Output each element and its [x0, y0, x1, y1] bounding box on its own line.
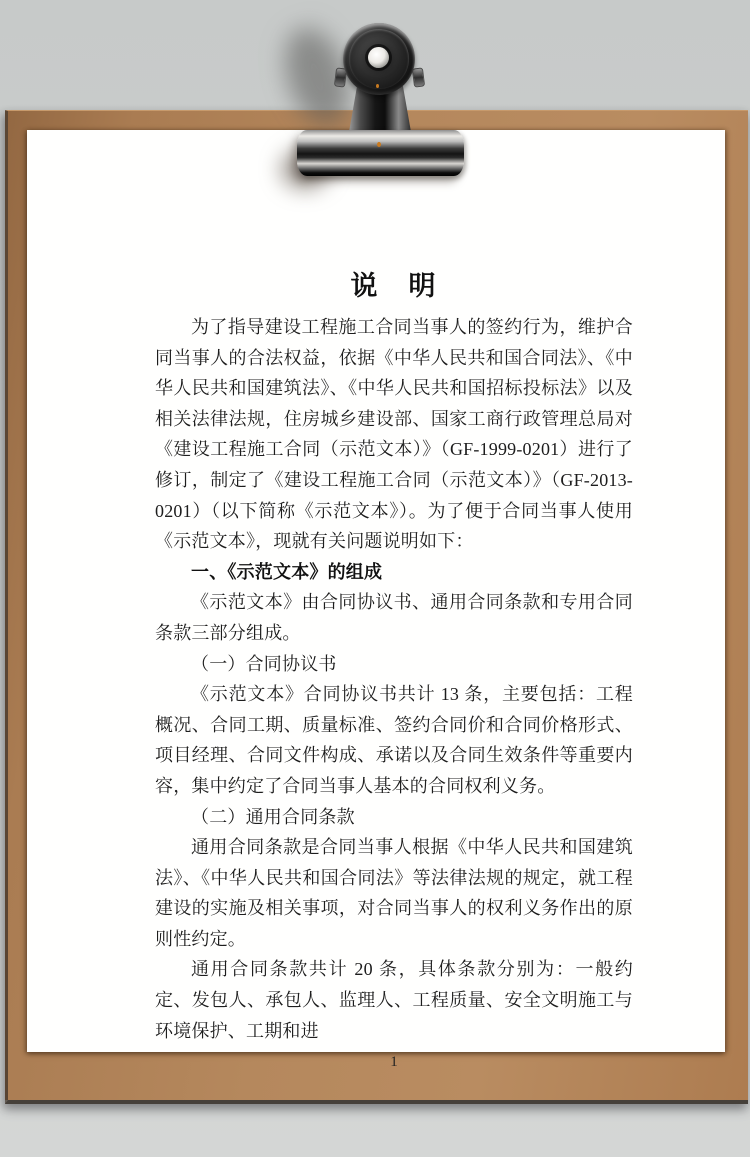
- document-paragraph: 《示范文本》由合同协议书、通用合同条款和专用合同条款三部分组成。: [155, 592, 633, 643]
- document-paragraph: （二）通用合同条款: [191, 806, 355, 827]
- document-paragraph: 为了指导建设工程施工合同当事人的签约行为，维护合同当事人的合法权益，依据《中华人民共和国合同法》、《中华人民共和国建筑法》、《中华人民共和国招标投标法》以及相关法律法规，住房城乡建设部、国家工商行政管理总局对《建设工程施工合同（示范文本）》（GF-1999-0201）进行了修订，制定了《建设工程施工合同（示范文本）》（GF-2013-0201）（以下简称《示范文本》）。为了便于合同当事人使用《示范文本》，现就有关问题说明如下：: [155, 317, 633, 552]
- document-title: 说 明: [350, 271, 438, 301]
- section-heading: 一、《示范文本》的组成: [191, 561, 383, 582]
- document-content: [27, 270, 725, 1071]
- clip-hole: [368, 47, 389, 68]
- document-paragraph: （一）合同协议书: [191, 653, 337, 674]
- clip-spring-tab: [412, 67, 425, 87]
- clip-spring-circle: [343, 23, 415, 95]
- page-number: 1: [390, 1054, 398, 1071]
- clip-spring-tab: [334, 67, 347, 87]
- document-paragraph: 通用合同条款共计 20 条，具体条款分别为：一般约定、发包人、承包人、监理人、工程质量、安全文明施工与环境保护、工期和进: [155, 959, 633, 1041]
- document-paragraph: 通用合同条款是合同当事人根据《中华人民共和国建筑法》、《中华人民共和国合同法》等法律法规的规定，就工程建设的实施及相关事项，对合同当事人的权利义务作出的原则性约定。: [155, 837, 633, 949]
- clip-reflection: [376, 84, 379, 88]
- document-paragraph: 《示范文本》合同协议书共计 13 条，主要包括：工程概况、合同工期、质量标准、签约合同价和合同价格形式、项目经理、合同文件构成、承诺以及合同生效条件等重要内容，集中约定了合同当事人基本的合同权利义务。: [155, 684, 633, 796]
- document-paper: [27, 130, 725, 1071]
